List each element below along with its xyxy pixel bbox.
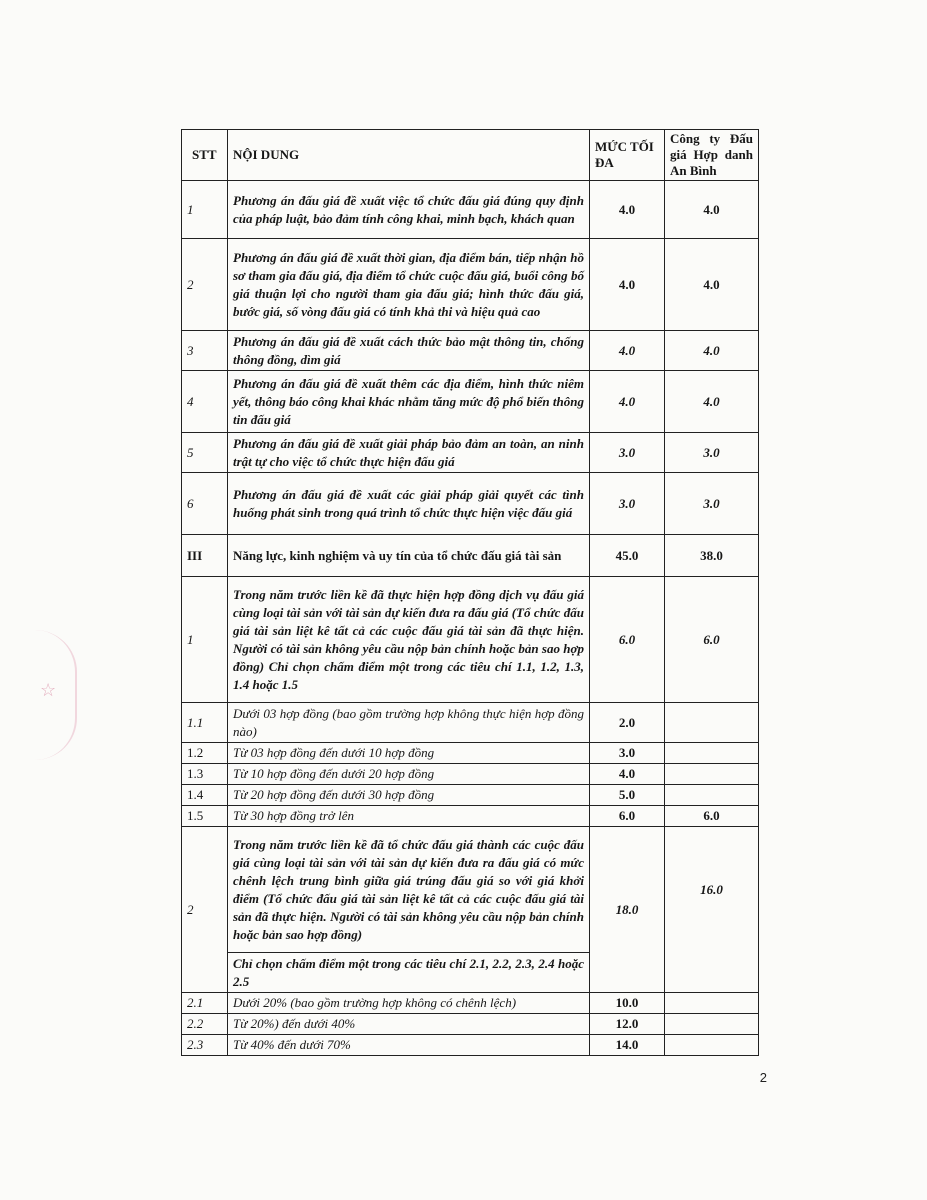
- row-score: 4.0: [665, 239, 759, 331]
- page-number: 2: [759, 1070, 767, 1085]
- row-stt: 1.4: [182, 785, 228, 806]
- row-score: [665, 1014, 759, 1035]
- row-stt: 1.2: [182, 743, 228, 764]
- row-stt: 4: [182, 371, 228, 433]
- row-score: 3.0: [665, 433, 759, 473]
- row-content: Phương án đấu giá đề xuất thêm các địa điểm, hình thức niêm yết, thông báo công khai khác nhằm tăng mức độ phổ biến thông tin đấu giá: [228, 371, 590, 433]
- table-row: [182, 331, 759, 371]
- row-content: Từ 20 hợp đồng đến dưới 30 hợp đồng: [228, 785, 590, 806]
- scoring-table: [181, 129, 759, 1056]
- row-score: 4.0: [665, 371, 759, 433]
- row-max: 2.0: [590, 703, 665, 743]
- row-stt: 1: [182, 181, 228, 239]
- row-stt: 1.1: [182, 703, 228, 743]
- row-content: Phương án đấu giá đề xuất thời gian, địa điểm bán, tiếp nhận hồ sơ tham gia đấu giá, địa điểm tổ chức cuộc đấu giá, buổi công bố giá thuận lợi cho người tham gia đấu giá; hình thức đấu giá, bước giá, số vòng đấu giá có tính khả thi và hiệu quả cao: [228, 239, 590, 331]
- table-row: [182, 785, 759, 806]
- table-row: [182, 473, 759, 535]
- row-content: Từ 10 hợp đồng đến dưới 20 hợp đồng: [228, 764, 590, 785]
- row-score: [665, 785, 759, 806]
- row-max: 6.0: [590, 577, 665, 703]
- row-stt: III: [182, 535, 228, 577]
- row-max: 4.0: [590, 181, 665, 239]
- row-content: Dưới 03 hợp đồng (bao gồm trường hợp không thực hiện hợp đồng nào): [228, 703, 590, 743]
- row-stt: 2: [182, 827, 228, 993]
- row-max: 18.0: [590, 827, 665, 993]
- row-stt: 1: [182, 577, 228, 703]
- table-row: [182, 806, 759, 827]
- row-max: 4.0: [590, 331, 665, 371]
- row-content: Dưới 20% (bao gồm trường hợp không có chênh lệch): [228, 993, 590, 1014]
- row-content: Từ 30 hợp đồng trở lên: [228, 806, 590, 827]
- row-content-note: Chỉ chọn chấm điểm một trong các tiêu chí 2.1, 2.2, 2.3, 2.4 hoặc 2.5: [228, 953, 590, 993]
- row-score: 38.0: [665, 535, 759, 577]
- table-header-row: [182, 130, 759, 181]
- row-content: Phương án đấu giá đề xuất các giải pháp giải quyết các tình huống phát sinh trong quá trình tổ chức thực hiện việc đấu giá: [228, 473, 590, 535]
- table-row: [182, 764, 759, 785]
- table-row: [182, 1035, 759, 1056]
- row-score: [665, 703, 759, 743]
- row-max: 3.0: [590, 473, 665, 535]
- row-score: [665, 1035, 759, 1056]
- row-score: [665, 993, 759, 1014]
- row-stt: 5: [182, 433, 228, 473]
- row-max: 12.0: [590, 1014, 665, 1035]
- table-row: [182, 433, 759, 473]
- section-row-iii: [182, 535, 759, 577]
- header-noi-dung: NỘI DUNG: [228, 130, 590, 181]
- table-row: [182, 993, 759, 1014]
- row-content: Trong năm trước liền kề đã thực hiện hợp đồng dịch vụ đấu giá cùng loại tài sản với tài sản dự kiến đưa ra đấu giá (Tổ chức đấu giá tài sản liệt kê tất cả các cuộc đấu giá tài sản đã thực hiện. Người có tài sản không yêu cầu nộp bản chính hoặc bản sao hợp đồng) Chỉ chọn chấm điểm một trong các tiêu chí 1.1, 1.2, 1.3, 1.4 hoặc 1.5: [228, 577, 590, 703]
- row-content: Năng lực, kinh nghiệm và uy tín của tổ chức đấu giá tài sản: [228, 535, 590, 577]
- row-max: 6.0: [590, 806, 665, 827]
- table-row: [182, 1014, 759, 1035]
- row-max: 3.0: [590, 433, 665, 473]
- table-row: [182, 577, 759, 703]
- row-stt: 2.2: [182, 1014, 228, 1035]
- row-stt: 3: [182, 331, 228, 371]
- header-stt: STT: [182, 130, 228, 181]
- row-max: 4.0: [590, 764, 665, 785]
- table-row: [182, 827, 759, 953]
- row-score: 16.0: [665, 827, 759, 993]
- row-content: Phương án đấu giá đề xuất giải pháp bảo đảm an toàn, an ninh trật tự cho việc tổ chức thực hiện đấu giá: [228, 433, 590, 473]
- row-score: 3.0: [665, 473, 759, 535]
- table-row: [182, 239, 759, 331]
- header-cong-ty: Công ty Đấu giá Hợp danh An Bình: [665, 130, 759, 181]
- row-score: 6.0: [665, 577, 759, 703]
- row-content: Phương án đấu giá đề xuất cách thức bảo mật thông tin, chống thông đồng, dìm giá: [228, 331, 590, 371]
- table-row: [182, 371, 759, 433]
- row-max: 45.0: [590, 535, 665, 577]
- table-row: [182, 181, 759, 239]
- row-score: [665, 764, 759, 785]
- row-stt: 2.1: [182, 993, 228, 1014]
- row-max: 14.0: [590, 1035, 665, 1056]
- row-max: 5.0: [590, 785, 665, 806]
- row-stt: 1.5: [182, 806, 228, 827]
- row-max: 4.0: [590, 239, 665, 331]
- row-score: 4.0: [665, 331, 759, 371]
- row-content: Phương án đấu giá đề xuất việc tổ chức đấu giá đúng quy định của pháp luật, bảo đảm tính công khai, minh bạch, khách quan: [228, 181, 590, 239]
- row-max: 10.0: [590, 993, 665, 1014]
- row-score: 6.0: [665, 806, 759, 827]
- row-stt: 6: [182, 473, 228, 535]
- row-stt: 2: [182, 239, 228, 331]
- row-score: [665, 743, 759, 764]
- table-row: [182, 703, 759, 743]
- row-max: 3.0: [590, 743, 665, 764]
- table-row: [182, 743, 759, 764]
- row-max: 4.0: [590, 371, 665, 433]
- seal-star-icon: ☆: [40, 680, 57, 700]
- row-content: Từ 40% đến dưới 70%: [228, 1035, 590, 1056]
- row-score: 4.0: [665, 181, 759, 239]
- row-content: Trong năm trước liền kề đã tổ chức đấu giá thành các cuộc đấu giá cùng loại tài sản với tài sản dự kiến đưa ra đấu giá có mức chênh lệch trung bình giữa giá trúng đấu giá so với giá khởi điểm (Tổ chức đấu giá tài sản liệt kê tất cả các cuộc đấu giá tài sản đã thực hiện. Người có tài sản không yêu cầu nộp bản chính hoặc bản sao hợp đồng): [228, 827, 590, 953]
- row-content: Từ 03 hợp đồng đến dưới 10 hợp đồng: [228, 743, 590, 764]
- row-stt: 2.3: [182, 1035, 228, 1056]
- header-muc-toi-da: MỨC TỐI ĐA: [590, 130, 665, 181]
- row-stt: 1.3: [182, 764, 228, 785]
- row-content: Từ 20%) đến dưới 40%: [228, 1014, 590, 1035]
